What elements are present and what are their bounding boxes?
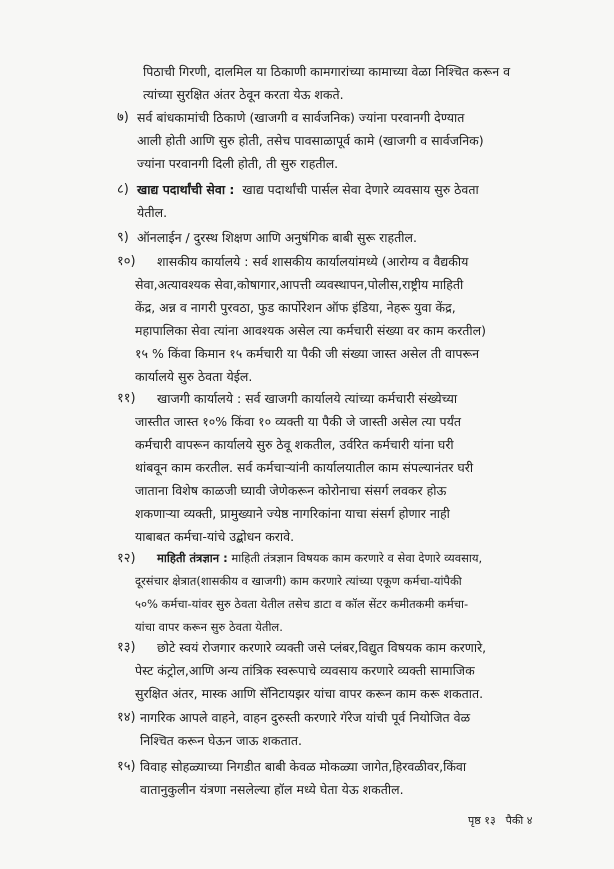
text-line: १५ % किंवा किमान १५ कर्मचारी या पैकी जी संख्या जास्त असेल ती वापरून [135, 346, 480, 361]
text-line: यांचा वापर करून सुरु ठेवता येतील. [135, 620, 283, 634]
item-number: १४) [117, 710, 136, 725]
item-15-text [140, 755, 466, 801]
text-line: थांबवून काम करतील. सर्व कर्मचाऱ्यांनी कार्यालयातील काम संपल्यानंतर घरी [135, 460, 474, 475]
item-7-text [137, 106, 484, 175]
item-number: ७) [117, 110, 129, 125]
text-line: विवाह सोहळ्याच्या निगडीत बाबी केवळ मोकळ्या जागेत,हिरवळीवर,किंवा [140, 759, 467, 774]
page-total: पैकी ४ [505, 814, 533, 827]
text-line: ज्यांना परवानगी दिली होती, ती सुरु राहतील. [137, 156, 339, 171]
item-number: १५) [117, 759, 136, 774]
text-line: पिठाची गिरणी, दालमिल या ठिकाणी कामगारांच्या कामाच्या वेळा निश्चित करून व [143, 64, 511, 79]
item-10-text [135, 250, 487, 388]
text-line: खाजगी कार्यालये : सर्व खाजगी कार्यालये त्यांच्या कर्मचारी संख्येच्या [157, 391, 458, 406]
text-fragment: खाद्य पदार्थांची पार्सल सेवा देणारे व्यवसाय सुरु ठेवता [242, 182, 479, 197]
text-line: केंद्र, अन्न व नागरी पुरवठा, फुड कार्पोरेशन ऑफ इंडिया, नेहरू युवा केंद्र, [135, 300, 456, 315]
text-line: आली होती आणि सुरु होती, तसेच पावसाळापूर्व कामे (खाजगी व सार्वजनिक) [137, 133, 484, 148]
text-line: जाताना विशेष काळजी घ्यावी जेणेकरून कोरोनाचा संसर्ग लवकर होऊ [135, 483, 447, 498]
item-9-text [137, 226, 417, 249]
text-line: कार्यालये सुरु ठेवता येईल. [135, 369, 253, 384]
item-number: ११) [117, 391, 136, 406]
text-line: छोटे स्वयं रोजगार करणारे व्यक्ती जसे प्लंबर,विद्युत विषयक काम करणारे, [157, 640, 487, 655]
text-line: निश्चित करून घेऊन जाऊ शकतात. [140, 733, 302, 748]
text-line: ऑनलाईन / दुरस्थ शिक्षण आणि अनुषंगिक बाबी सुरू राहतील. [137, 230, 417, 245]
item-number: ८) [117, 182, 129, 197]
text-fragment: माहिती तंत्रज्ञान विषयक काम करणारे व सेवा देणारे व्यवसाय, [231, 551, 483, 565]
item-14-text [140, 706, 470, 752]
item-13-text [135, 636, 487, 705]
text-line: वातानुकुलीन यंत्रणा नसलेल्या हॉल मध्ये घेता येऊ शकतील. [140, 782, 404, 797]
text-line: शासकीय कार्यालये : सर्व शासकीय कार्यालयांमध्ये (आरोग्य व वैद्यकीय [157, 254, 469, 269]
item-number: ९) [117, 230, 129, 245]
text-line: सेवा,अत्यावश्यक सेवा,कोषागार,आपत्ती व्यवस्थापन,पोलीस,राष्ट्रीय माहिती [135, 277, 464, 292]
text-line: सर्व बांधकामांची ठिकाणे (खाजगी व सार्वजनिक) ज्यांना परवानगी देण्यात [137, 110, 465, 125]
text-line [157, 547, 482, 570]
text-line: महापालिका सेवा त्यांना आवश्यक असेल त्या कर्मचारी संख्या वर काम करतील) [135, 323, 487, 338]
text-line: त्यांच्या सुरक्षित अंतर ठेवून करता येऊ शकते. [143, 87, 344, 102]
item-8-text [137, 178, 479, 224]
item-heading: खाद्य पदार्थांची सेवा : [137, 182, 235, 197]
item-11-text [135, 387, 474, 548]
text-line: याबाबत कर्मचा-यांचे उद्बोधन करावे. [135, 529, 295, 544]
text-line [137, 178, 479, 201]
item-number: १०) [117, 254, 136, 269]
item-number: १२) [117, 551, 136, 566]
text-line: दूरसंचार क्षेत्रात(शासकीय व खाजगी) काम करणारे त्यांच्या एकूण कर्मचा-यांपैकी [135, 574, 462, 588]
text-line: शकणाऱ्या व्यक्ती, प्रामुख्याने ज्येष्ठ नागरिकांना याचा संसर्ग होणार नाही [135, 506, 450, 521]
page-footer [468, 813, 542, 828]
page-number: पृष्ठ १३ [468, 814, 496, 827]
item-number: १३) [117, 640, 136, 655]
text-line: कर्मचारी वापरून कार्यालये सुरु ठेवू शकतील, उर्वरित कर्मचारी यांना घरी [135, 437, 454, 452]
text-line: सुरक्षित अंतर, मास्क आणि सॅनिटायझर यांचा वापर करून काम करू शकतात. [135, 686, 484, 701]
item-heading: माहिती तंत्रज्ञान : [157, 551, 228, 565]
paragraph-continued [143, 60, 510, 106]
text-line: पेस्ट कंट्रोल,आणि अन्य तांत्रिक स्वरूपाचे व्यवसाय करणारे व्यक्ती सामाजिक [135, 663, 475, 678]
text-line: ५०% कर्मचा-यांवर सुरु ठेवता येतील तसेच डाटा व कॉल सेंटर कमीतकमी कर्मचा- [135, 597, 469, 611]
text-line: येतील. [137, 205, 168, 220]
text-line: जास्तीत जास्त १०% किंवा १० व्यक्ती या पैकी जे जास्ती असेल त्या पर्यंत [135, 414, 462, 429]
item-12-text [135, 547, 483, 639]
text-line: नागरिक आपले वाहने, वाहन दुरुस्ती करणारे गॅरेज यांची पूर्व नियोजित वेळ [140, 710, 471, 725]
